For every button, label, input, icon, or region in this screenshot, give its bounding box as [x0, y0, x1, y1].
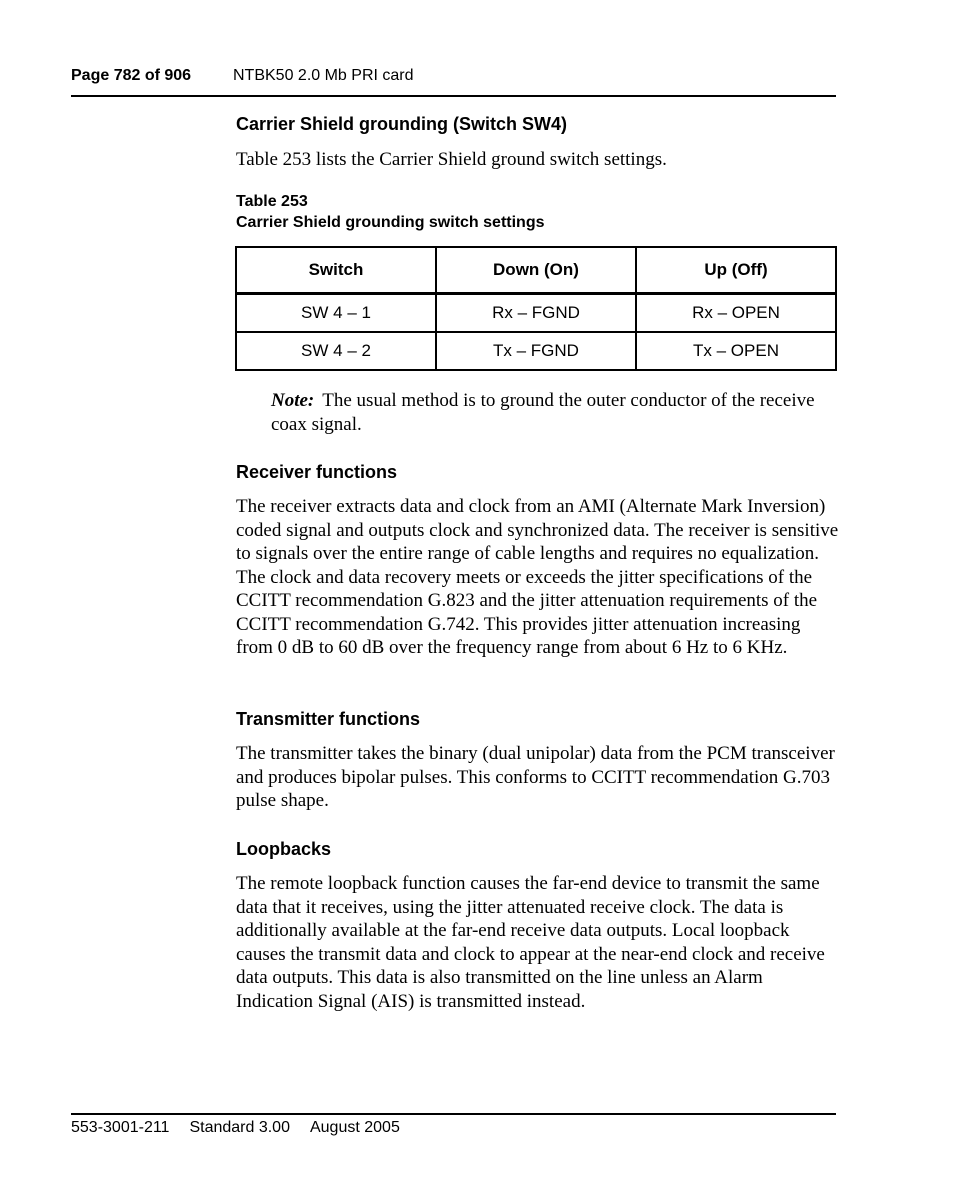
loopbacks-body: The remote loopback function causes the far-end device to transmit the same data that it receives, using the jitter attenuated receive clock. The data is additionally available at the far-end receive data outputs. Local loopback causes the transmit data and clock to appear at the near-end clock and receive data outputs. This data is also transmitted on the line unless an Alarm Indication Signal (AIS) is transmitted instead. [236, 873, 825, 1012]
table-cell: SW 4 – 1 [236, 294, 436, 333]
table-row [236, 332, 836, 370]
table-cell: Rx – FGND [436, 294, 636, 333]
header-rule [71, 95, 836, 97]
document-date: August 2005 [309, 1119, 400, 1136]
page-header [71, 66, 836, 88]
table-title: Carrier Shield grounding switch settings [236, 214, 545, 231]
section-heading-transmitter: Transmitter functions [236, 709, 421, 729]
note-text: The usual method is to ground the outer conductor of the receive coax signal. [271, 390, 815, 435]
transmitter-body: The transmitter takes the binary (dual unipolar) data from the PCM transceiver and produces bipolar pulses. This conforms to CCITT recommendation G.703 pulse shape. [236, 743, 835, 811]
section-heading-carrier-shield: Carrier Shield grounding (Switch SW4) [236, 114, 568, 134]
column-header: Up (Off) [636, 247, 836, 294]
column-header: Switch [236, 247, 436, 294]
table-cell: Rx – OPEN [636, 294, 836, 333]
table-row [236, 294, 836, 333]
note-label: Note: [271, 390, 315, 411]
table-cell: Tx – FGND [436, 332, 636, 370]
column-header: Down (On) [436, 247, 636, 294]
page-number: Page 782 of 906 [71, 67, 192, 84]
carrier-shield-intro: Table 253 lists the Carrier Shield ground switch settings. [236, 149, 667, 170]
footer-rule [71, 1113, 836, 1115]
table-number: Table 253 [236, 193, 308, 210]
document-standard: Standard 3.00 [189, 1119, 290, 1136]
receiver-body: The receiver extracts data and clock from an AMI (Alternate Mark Inversion) coded signal and outputs clock and synchronized data. The receiver is sensitive to signals over the entire range of cable lengths and requires no equalization. The clock and data recovery meets or exceeds the jitter specifications of the CCITT recommendation G.823 and the jitter attenuation requirements of the CCITT recommendation G.742. This provides jitter attenuation increasing from 0 dB to 60 dB over the frequency range from about 6 Hz to 6 KHz. [236, 496, 839, 658]
section-heading-loopbacks: Loopbacks [236, 839, 332, 859]
table-note [271, 389, 837, 436]
table-cell: SW 4 – 2 [236, 332, 436, 370]
table-header-row [236, 247, 836, 294]
document-number: 553-3001-211 [71, 1119, 170, 1136]
switch-settings-table [235, 246, 837, 371]
table-cell: Tx – OPEN [636, 332, 836, 370]
page-footer [71, 1118, 420, 1138]
document-title: NTBK50 2.0 Mb PRI card [233, 67, 414, 84]
section-heading-receiver: Receiver functions [236, 462, 398, 482]
